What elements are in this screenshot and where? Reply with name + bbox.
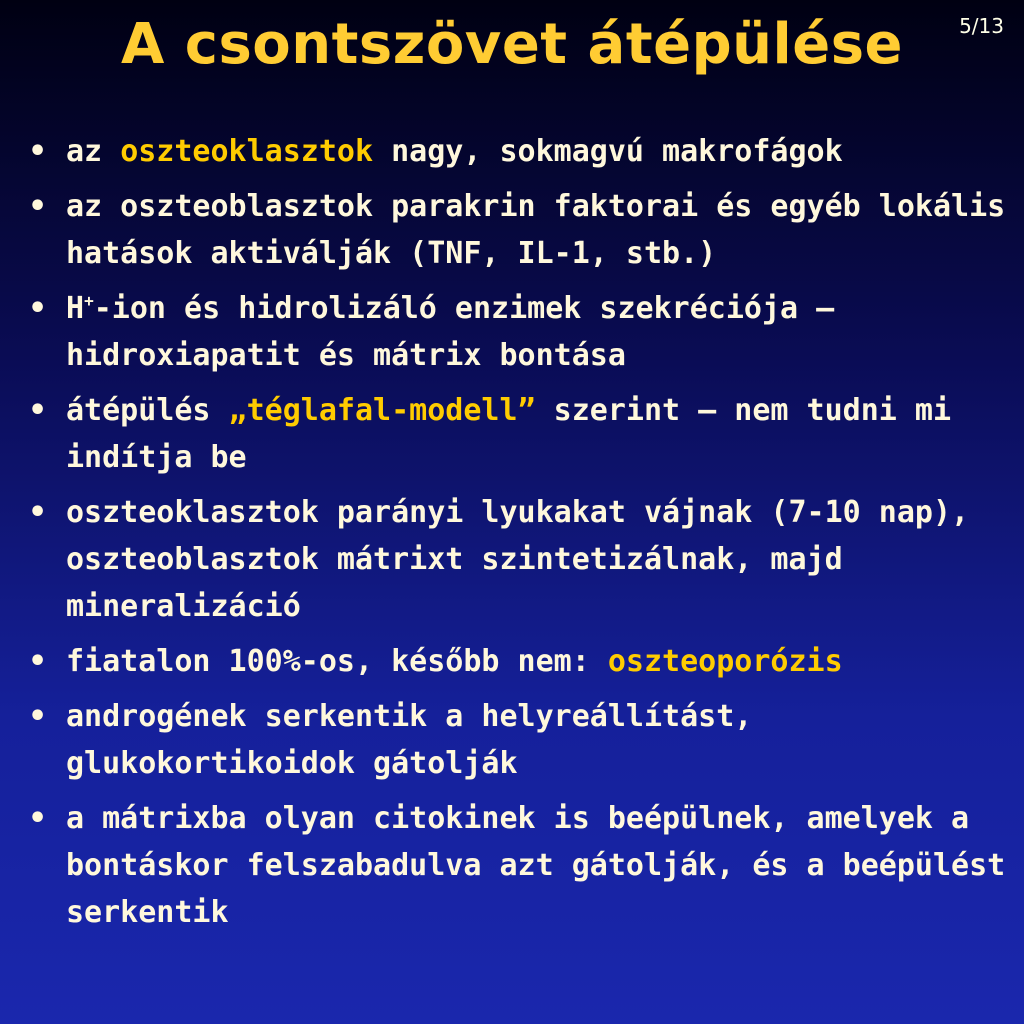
highlighted-term: oszteoporózis	[607, 644, 843, 679]
bullet-text: androgének serkentik a helyreállítást, glukokortikoidok gátolják	[66, 699, 753, 781]
bullet-text: az	[66, 134, 121, 169]
bullet-icon: •	[28, 291, 48, 326]
page-number: 5/13	[959, 14, 1004, 38]
bullet-item	[24, 285, 1009, 379]
bullet-text: az oszteoblasztok parakrin faktorai és egyéb lokális hatások aktiválják (TNF, IL-1, stb.)	[66, 189, 1006, 271]
bullet-item	[24, 795, 1009, 936]
bullet-item	[24, 387, 1009, 481]
bullet-text: fiatalon 100%-os, később nem:	[66, 644, 608, 679]
highlighted-term: oszteoklasztok	[120, 134, 374, 169]
superscript-plus: +	[84, 291, 94, 310]
bullet-icon: •	[28, 801, 48, 836]
bullet-icon: •	[28, 134, 48, 169]
highlighted-term: „téglafal-modell”	[228, 393, 536, 428]
bullet-item	[24, 638, 1009, 685]
bullet-text: átépülés	[66, 393, 229, 428]
bullet-item	[24, 489, 1009, 630]
bullet-icon: •	[28, 495, 48, 530]
bullet-icon: •	[28, 699, 48, 734]
bullet-icon: •	[28, 189, 48, 224]
bullet-text: -ion és hidrolizáló enzimek szekréciója – hidroxiapatit és mátrix bontása	[66, 291, 835, 373]
bullet-text: oszteoklasztok parányi lyukakat vájnak (7-10 nap), oszteoblasztok mátrixt szintetizálnak, majd mineralizáció	[66, 495, 970, 624]
slide-title: A csontszövet átépülése	[120, 12, 904, 77]
bullet-item	[24, 183, 1009, 277]
bullet-item	[24, 693, 1009, 787]
bullet-list	[24, 128, 1009, 944]
bullet-icon: •	[28, 393, 48, 428]
bullet-icon: •	[28, 644, 48, 679]
bullet-item	[24, 128, 1009, 175]
bullet-text: a mátrixba olyan citokinek is beépülnek, amelyek a bontáskor felszabadulva azt gátolják, és a beépülést serkentik	[66, 801, 1006, 930]
bullet-text: szerint – nem tudni mi indítja be	[66, 393, 952, 475]
bullet-text: nagy, sokmagvú makrofágok	[373, 134, 843, 169]
bullet-text: H	[66, 291, 85, 326]
